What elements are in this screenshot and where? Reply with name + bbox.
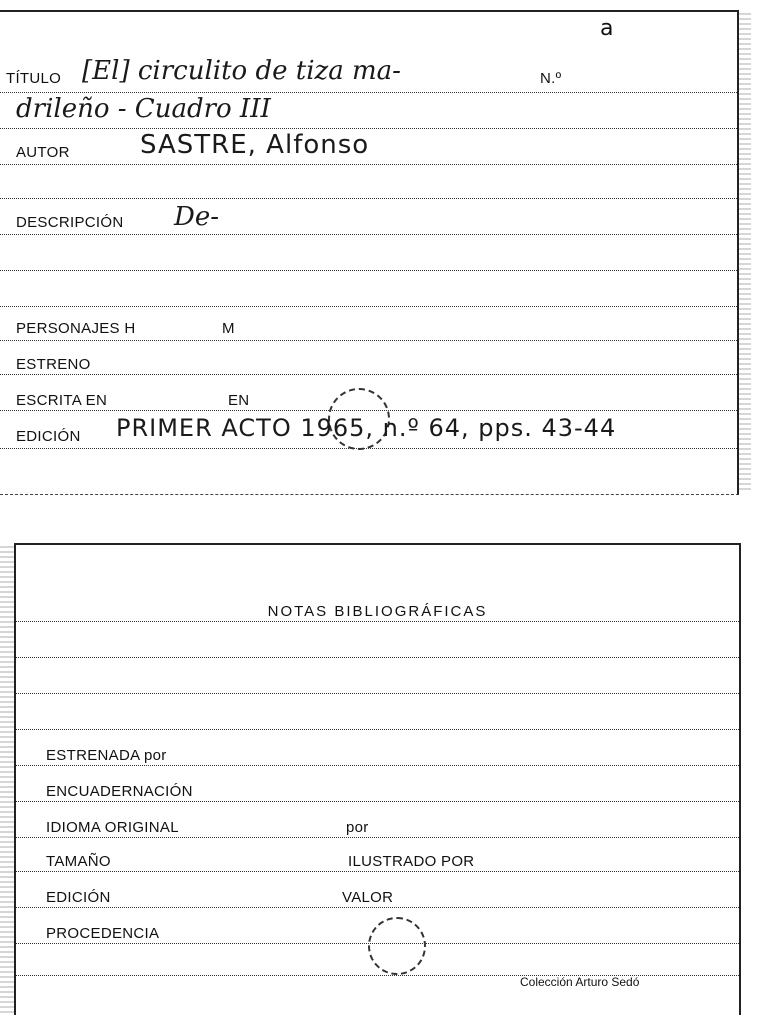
edicion-back-label: EDICIÓN <box>46 889 111 906</box>
rule-line <box>16 907 739 908</box>
rule-line <box>16 693 739 694</box>
rule-line <box>0 270 737 271</box>
ilustrado-label: ILUSTRADO POR <box>348 853 475 870</box>
descripcion-value: De- <box>174 202 220 232</box>
collection-footer: Colección Arturo Sedó <box>520 975 640 989</box>
card-edge-texture <box>737 10 751 490</box>
rule-line <box>0 92 737 93</box>
corner-mark: a <box>600 16 614 41</box>
personajes-label: PERSONAJES H <box>16 320 136 337</box>
numero-label: N.º <box>540 70 562 87</box>
notas-heading: NOTAS BIBLIOGRÁFICAS <box>267 603 488 620</box>
escrita-en-label: EN <box>228 392 250 409</box>
stamp-mark <box>368 917 426 975</box>
autor-label: AUTOR <box>16 144 70 161</box>
idioma-por-label: por <box>346 819 369 836</box>
titulo-value-line1: [El] circulito de tiza ma- <box>82 56 401 86</box>
rule-line <box>16 801 739 802</box>
catalog-card-back <box>14 543 741 1015</box>
rule-line <box>16 837 739 838</box>
descripcion-label: DESCRIPCIÓN <box>16 214 124 231</box>
rule-line <box>16 657 739 658</box>
titulo-value-line2: drileño - Cuadro III <box>16 94 271 124</box>
catalog-card-front <box>0 10 739 495</box>
rule-line <box>0 374 737 375</box>
rule-line <box>16 729 739 730</box>
rule-line <box>0 198 737 199</box>
rule-line <box>16 871 739 872</box>
idioma-label: IDIOMA ORIGINAL <box>46 819 179 836</box>
rule-line <box>0 164 737 165</box>
card-edge-texture <box>0 543 14 1013</box>
valor-label: VALOR <box>342 889 394 906</box>
estrenada-label: ESTRENADA por <box>46 747 167 764</box>
rule-line <box>0 340 737 341</box>
rule-line <box>0 306 737 307</box>
rule-line <box>0 448 737 449</box>
estreno-label: ESTRENO <box>16 356 91 373</box>
tamano-label: TAMAÑO <box>46 853 111 870</box>
rule-line <box>16 621 739 622</box>
edicion-value: PRIMER ACTO 1965, n.º 64, pps. 43-44 <box>116 414 617 442</box>
personajes-m-label: M <box>222 320 235 337</box>
autor-value: SASTRE, Alfonso <box>140 130 370 160</box>
rule-line <box>16 765 739 766</box>
titulo-label: TÍTULO <box>6 70 62 87</box>
escrita-label: ESCRITA EN <box>16 392 108 409</box>
rule-line <box>0 234 737 235</box>
edicion-label: EDICIÓN <box>16 428 81 445</box>
procedencia-label: PROCEDENCIA <box>46 925 160 942</box>
rule-line <box>0 128 737 129</box>
encuadernacion-label: ENCUADERNACIÓN <box>46 783 193 800</box>
